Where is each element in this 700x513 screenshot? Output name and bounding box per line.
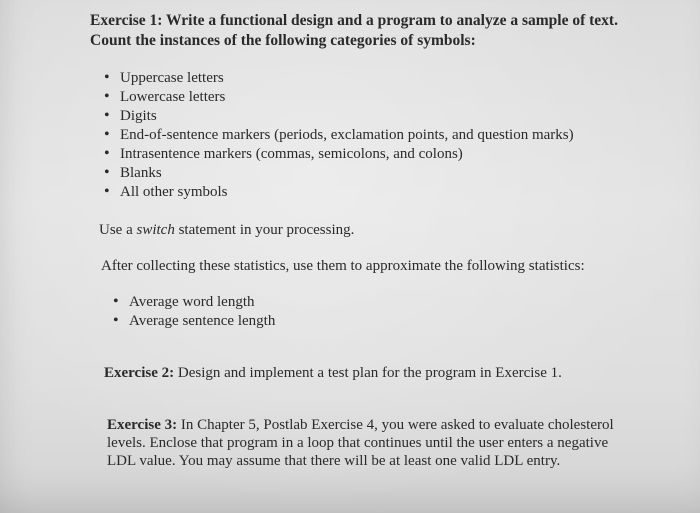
list-item: Average sentence length <box>129 313 276 329</box>
bullet-icon: • <box>104 164 110 181</box>
list-item: Average word length <box>129 294 255 310</box>
bullet-icon: • <box>104 107 110 124</box>
exercise1-title-line2: Count the instances of the following categories of symbols: <box>90 32 476 49</box>
list-item: Digits <box>120 108 157 124</box>
exercise3-label: Exercise 3: <box>107 417 178 433</box>
list-item: End-of-sentence markers (periods, exclamation points, and question marks) <box>120 127 574 143</box>
list-item: Intrasentence markers (commas, semicolons, and colons) <box>120 146 463 162</box>
list-item: Uppercase letters <box>120 70 224 86</box>
exercise3-line1 <box>107 416 614 434</box>
switch-instruction <box>99 221 354 239</box>
bullet-icon: • <box>113 293 119 310</box>
exercise3-line2: levels. Enclose that program in a loop that continues until the user enters a negative <box>107 435 609 451</box>
bullet-icon: • <box>113 312 119 329</box>
bullet-icon: • <box>104 183 110 200</box>
exercise1-title-line1: Exercise 1: Write a functional design and a program to analyze a sample of text. <box>90 12 618 29</box>
statistics-intro: After collecting these statistics, use them to approximate the following statistics: <box>101 258 585 274</box>
exercise3-line3: LDL value. You may assume that there will be at least one valid LDL entry. <box>107 453 561 469</box>
exercise2-text: Design and implement a test plan for the program in Exercise 1. <box>177 365 562 381</box>
bullet-icon: • <box>104 88 110 105</box>
list-item: All other symbols <box>120 184 228 200</box>
bullet-icon: • <box>104 69 110 86</box>
exercise3-text-line1: In Chapter 5, Postlab Exercise 4, you were asked to evaluate cholesterol <box>180 417 614 433</box>
bullet-icon: • <box>104 126 110 143</box>
list-item: Blanks <box>120 165 162 181</box>
list-item: Lowercase letters <box>120 89 226 105</box>
switch-keyword: switch <box>136 222 175 238</box>
switch-prefix: Use a <box>99 222 137 238</box>
switch-suffix: statement in your processing. <box>174 222 355 238</box>
exercise2-label: Exercise 2: <box>104 365 175 381</box>
bullet-icon: • <box>104 145 110 162</box>
exercise2 <box>104 364 562 382</box>
